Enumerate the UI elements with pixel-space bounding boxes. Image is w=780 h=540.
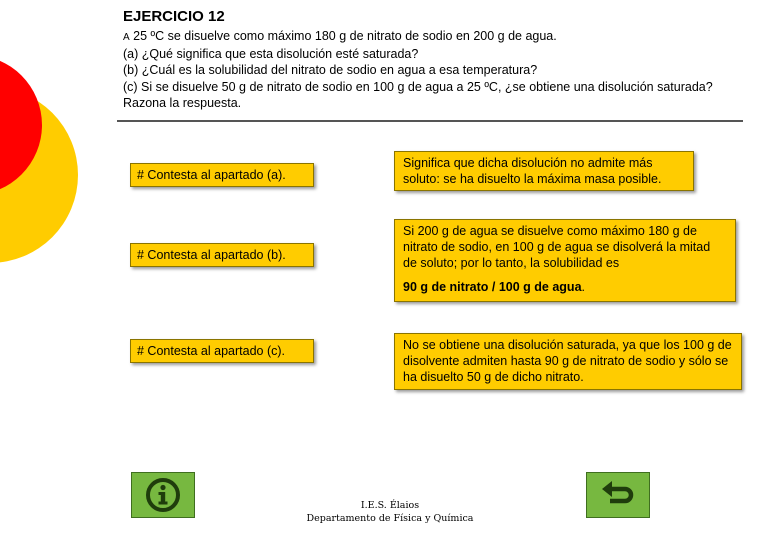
statement-lead-char: A bbox=[123, 32, 130, 43]
footer-department: Departamento de Física y Química bbox=[306, 513, 474, 524]
info-icon bbox=[143, 475, 183, 515]
question-b-button[interactable]: # Contesta al apartado (b). bbox=[130, 243, 314, 267]
footer bbox=[290, 499, 490, 525]
exercise-statement bbox=[123, 28, 743, 111]
info-button[interactable] bbox=[131, 472, 195, 518]
statement-line-1 bbox=[123, 28, 743, 46]
answer-b-result: 90 g de nitrato / 100 g de agua bbox=[403, 280, 582, 294]
answer-b-result-line bbox=[403, 279, 727, 295]
divider bbox=[117, 120, 743, 122]
statement-line-2: (a) ¿Qué significa que esta disolución esté saturada? bbox=[123, 47, 419, 62]
footer-school: I.E.S. Élaios bbox=[360, 500, 420, 511]
return-button[interactable] bbox=[586, 472, 650, 518]
return-arrow-icon bbox=[598, 475, 638, 515]
statement-line-1-text: 25 ºC se disuelve como máximo 180 g de nitrato de sodio en 200 g de agua. bbox=[129, 29, 557, 43]
answer-b-end: . bbox=[581, 280, 586, 294]
answer-c: No se obtiene una disolución saturada, ya que los 100 g de disolvente admiten hasta 90 g de nitrato de sodio y sólo se ha disuelto 50 g de dicho nitrato. bbox=[394, 333, 742, 390]
answer-a: Significa que dicha disolución no admite más soluto: se ha disuelto la máxima masa posible. bbox=[394, 151, 694, 191]
statement-line-3: (b) ¿Cuál es la solubilidad del nitrato de sodio en agua a esa temperatura? bbox=[123, 63, 538, 78]
exercise-title: EJERCICIO 12 bbox=[123, 8, 225, 25]
question-a-button[interactable]: # Contesta al apartado (a). bbox=[130, 163, 314, 187]
statement-line-4: (c) Si se disuelve 50 g de nitrato de sodio en 100 g de agua a 25 ºC, ¿se obtiene una disolución saturada? Razona la respuesta. bbox=[123, 79, 713, 110]
answer-b-text: Si 200 g de agua se disuelve como máximo 180 g de nitrato de sodio, en 100 g de agua se disolverá la mitad de soluto; por lo tanto, la solubilidad es bbox=[403, 224, 711, 270]
decorative-circles bbox=[0, 0, 110, 300]
question-c-button[interactable]: # Contesta al apartado (c). bbox=[130, 339, 314, 363]
answer-b bbox=[394, 219, 736, 302]
